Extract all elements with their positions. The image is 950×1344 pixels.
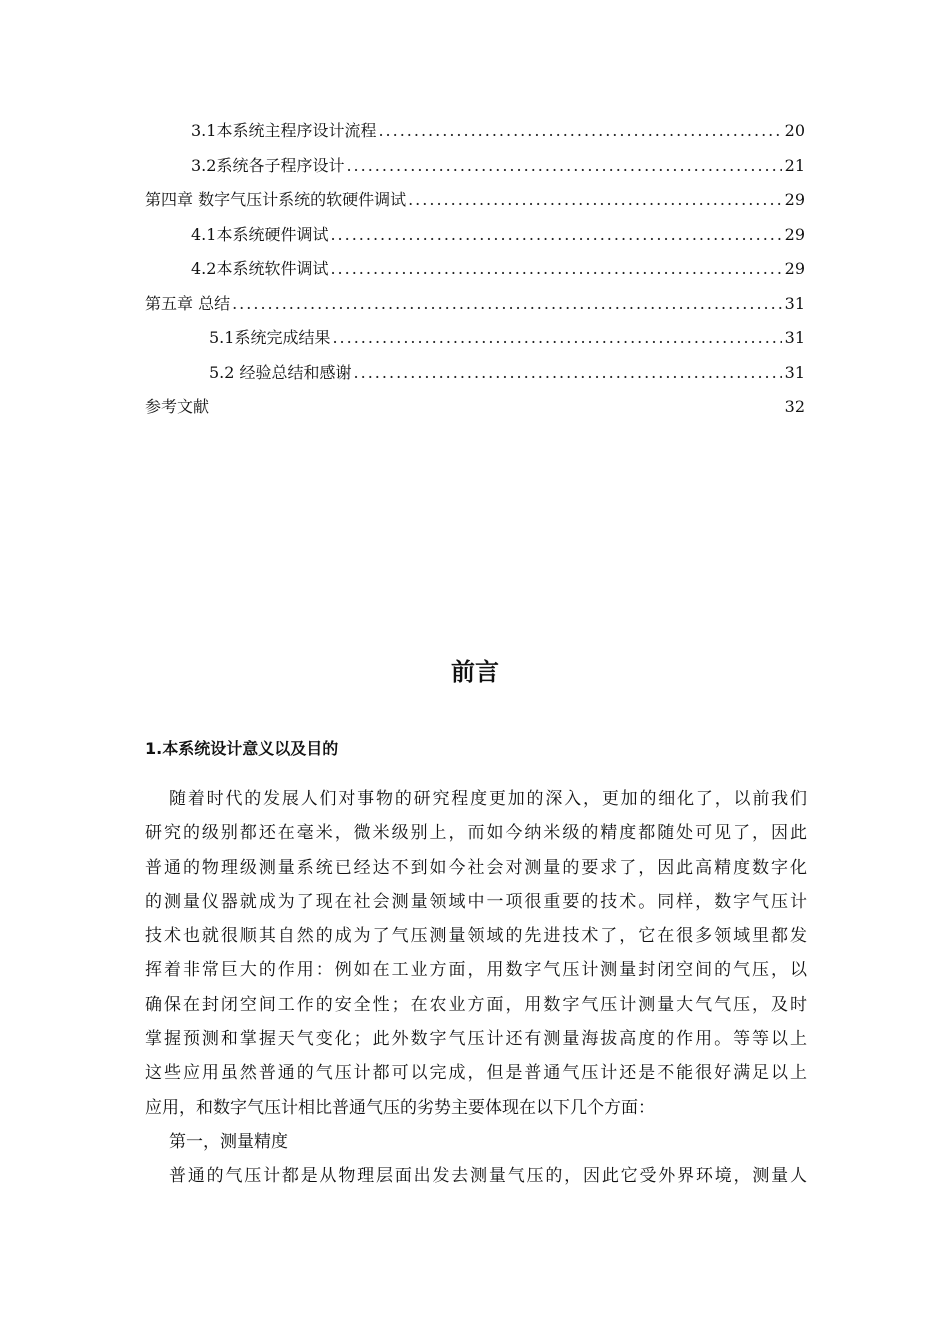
body-line: 普通的气压计都是从物理层面出发去测量气压的，因此它受外界环境，测量人: [169, 1166, 807, 1187]
body-line: 掌握预测和掌握天气变化；此外数字气压计还有测量海拔高度的作用。等等以上: [145, 1029, 807, 1050]
toc-leader-dots: [354, 363, 782, 382]
body-line: 应用，和数字气压计相比普通气压的劣势主要体现在以下几个方面：: [145, 1097, 655, 1118]
toc-entry[interactable]: [145, 222, 805, 257]
body-line: 这些应用虽然普通的气压计都可以完成，但是普通气压计还是不能很好满足以上: [145, 1063, 807, 1084]
toc-leader-dots: [332, 328, 781, 347]
toc-entry-page: 29: [784, 190, 805, 209]
toc-entry[interactable]: [145, 153, 805, 188]
body-line: 确保在封闭空间工作的安全性；在农业方面，用数字气压计测量大气气压，及时: [145, 994, 807, 1015]
toc-entry-page: 29: [784, 259, 805, 278]
toc-entry[interactable]: [145, 325, 805, 360]
table-of-contents: [145, 118, 805, 429]
toc-entry-title: 3.1本系统主程序设计流程: [191, 121, 377, 140]
toc-entry-title: 第五章 总结: [145, 293, 231, 313]
toc-entry-title: 5.1系统完成结果: [209, 328, 331, 347]
toc-entry-title: 第四章 数字气压计系统的软硬件调试: [145, 190, 407, 209]
toc-entry-page: 29: [784, 224, 805, 244]
toc-entry[interactable]: [145, 394, 805, 429]
body-line: 研究的级别都还在毫米，微米级别上，而如今纳米级的精度都随处可见了，因此: [145, 823, 807, 844]
toc-leader-dots: [378, 121, 781, 140]
body-line: 的测量仪器就成为了现在社会测量领域中一项很重要的技术。同样，数字气压计: [145, 891, 807, 912]
toc-entry-page: 32: [784, 397, 805, 416]
section-heading: 1.本系统设计意义以及目的: [145, 739, 339, 758]
toc-entry-page: 31: [784, 328, 805, 347]
toc-entry-title: 5.2 经验总结和感谢: [209, 362, 352, 382]
preface-body: [145, 782, 807, 1194]
toc-entry-page: 31: [784, 362, 805, 382]
toc-entry-title: 4.1本系统硬件调试: [191, 224, 329, 244]
toc-entry-title: 4.2本系统软件调试: [191, 259, 329, 278]
toc-leader-dots: [408, 190, 782, 209]
body-line: 普通的物理级测量系统已经达不到如今社会对测量的要求了，因此高精度数字化: [145, 857, 807, 878]
toc-entry[interactable]: [145, 187, 805, 222]
toc-entry[interactable]: [145, 360, 805, 395]
toc-entry[interactable]: [145, 118, 805, 153]
toc-leader-dots: [346, 156, 781, 175]
toc-entry-page: 20: [784, 121, 805, 140]
toc-entry-title: 3.2系统各子程序设计: [191, 155, 345, 175]
toc-leader-dots: [330, 259, 781, 278]
toc-entry[interactable]: [145, 291, 805, 326]
body-line: 第一，测量精度: [169, 1131, 288, 1152]
toc-entry-page: 21: [784, 155, 805, 175]
toc-entry-title: 参考文献: [145, 397, 210, 416]
body-line: 挥着非常巨大的作用：例如在工业方面，用数字气压计测量封闭空间的气压，以: [145, 960, 807, 981]
body-line: 随着时代的发展人们对事物的研究程度更加的深入，更加的细化了，以前我们: [169, 789, 807, 809]
toc-leader-dots: [330, 225, 781, 244]
preface-title: 前言: [451, 658, 499, 686]
toc-leader-dots: [232, 294, 782, 313]
body-line: 技术也就很顺其自然的成为了气压测量领域的先进技术了，它在很多领域里都发: [145, 926, 807, 947]
toc-entry[interactable]: [145, 256, 805, 291]
toc-entry-page: 31: [784, 293, 805, 313]
